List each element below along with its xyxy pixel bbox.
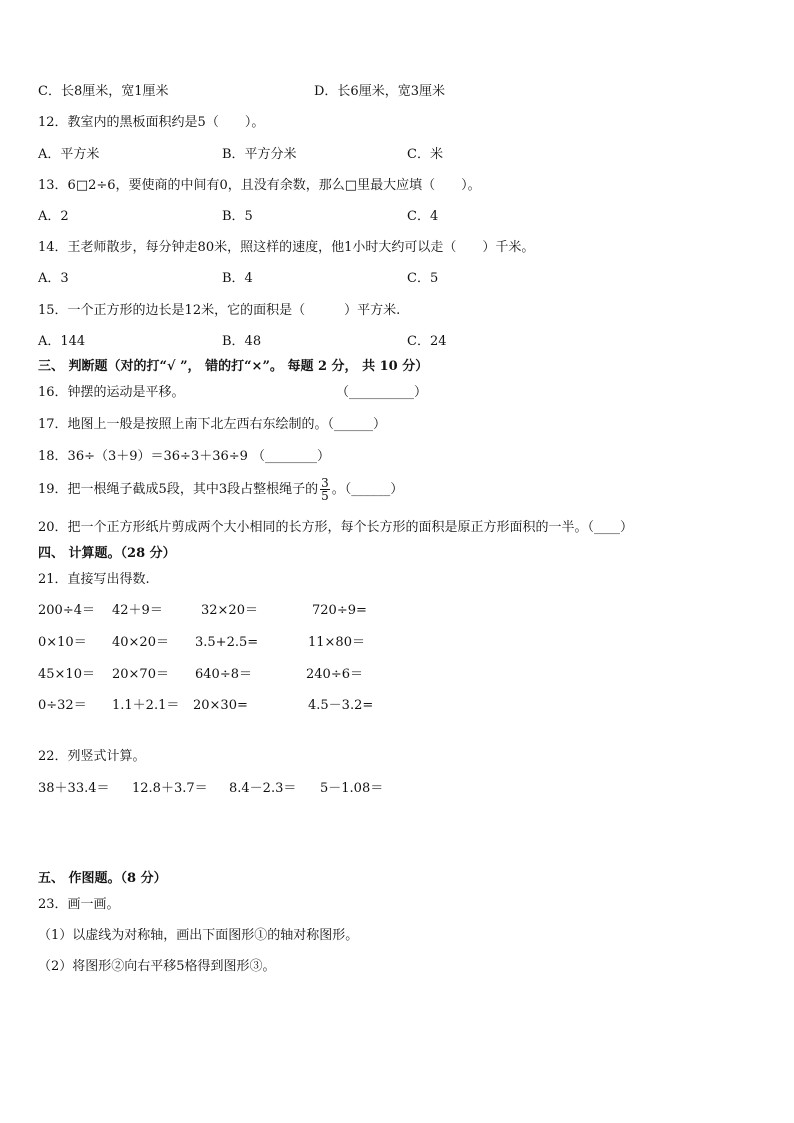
q16-answer-blank: （__________） bbox=[336, 385, 428, 400]
question-23: 23．画一画。 bbox=[38, 897, 120, 912]
calc-item: 3.5+2.5= bbox=[195, 635, 259, 650]
question-19 bbox=[38, 475, 403, 505]
calc-item: 20×70＝ bbox=[112, 667, 169, 682]
vertical-calc-item: 38＋33.4＝ bbox=[38, 781, 110, 796]
vertical-calc-item: 5－1.08＝ bbox=[320, 781, 384, 796]
calc-item: 240÷6＝ bbox=[306, 667, 363, 682]
question-23-part-1: （1）以虚线为对称轴，画出下面图形①的轴对称图形。 bbox=[38, 928, 359, 943]
calc-item: 200÷4＝ bbox=[38, 603, 95, 618]
question-15: 15．一个正方形的边长是12米，它的面积是（ ）平方米. bbox=[38, 303, 401, 318]
calc-item: 1.1＋2.1＝ bbox=[112, 698, 180, 713]
question-21: 21．直接写出得数. bbox=[38, 572, 150, 587]
q19-fraction-numerator: 3 bbox=[321, 476, 329, 490]
calc-item: 720÷9= bbox=[312, 603, 367, 618]
calc-item: 45×10＝ bbox=[38, 667, 95, 682]
q13-option-a: A．2 bbox=[38, 209, 69, 224]
section-4-title: 四、 计算题。（28 分） bbox=[38, 546, 176, 561]
q13-option-c: C．4 bbox=[407, 209, 439, 224]
section-5-title: 五、 作图题。（8 分） bbox=[38, 871, 167, 886]
q11-option-d: D．长6厘米，宽3厘米 bbox=[314, 84, 445, 99]
q19-stem-after: 。（______） bbox=[331, 482, 404, 497]
q12-option-b: B．平方分米 bbox=[222, 147, 297, 162]
calc-item: 4.5－3.2= bbox=[308, 698, 374, 713]
calc-item: 640÷8＝ bbox=[195, 667, 252, 682]
q15-option-c: C．24 bbox=[407, 334, 447, 349]
q12-option-c: C．米 bbox=[407, 147, 443, 162]
calc-item: 32×20＝ bbox=[201, 603, 258, 618]
calc-item: 20×30= bbox=[193, 698, 248, 713]
q19-fraction-denominator: 5 bbox=[321, 489, 329, 503]
q19-fraction bbox=[320, 477, 330, 502]
question-18: 18．36÷（3＋9）＝36÷3＋36÷9 （________） bbox=[38, 449, 331, 464]
calc-item: 40×20＝ bbox=[112, 635, 169, 650]
q15-option-a: A．144 bbox=[38, 334, 86, 349]
question-12: 12．教室内的黑板面积约是5（ ）。 bbox=[38, 115, 265, 130]
section-3-title: 三、 判断题（对的打“√ ”， 错的打“×”。 每题 2 分， 共 10 分） bbox=[38, 359, 429, 374]
q14-option-c: C．5 bbox=[407, 271, 439, 286]
question-23-part-2: （2）将图形②向右平移5格得到图形③。 bbox=[38, 959, 276, 974]
question-17: 17．地图上一般是按照上南下北左西右东绘制的。（______） bbox=[38, 417, 387, 432]
q14-option-a: A．3 bbox=[38, 271, 69, 286]
calc-item: 42＋9＝ bbox=[112, 603, 163, 618]
calc-item: 0×10＝ bbox=[38, 635, 87, 650]
calc-item: 0÷32＝ bbox=[38, 698, 87, 713]
q12-option-a: A．平方米 bbox=[38, 147, 100, 162]
vertical-calc-item: 8.4－2.3＝ bbox=[229, 781, 297, 796]
vertical-calc-item: 12.8＋3.7＝ bbox=[132, 781, 208, 796]
q15-option-b: B．48 bbox=[222, 334, 262, 349]
calc-item: 11×80＝ bbox=[308, 635, 365, 650]
question-16: 16．钟摆的运动是平移。 bbox=[38, 385, 185, 400]
q14-option-b: B．4 bbox=[222, 271, 253, 286]
question-22: 22．列竖式计算。 bbox=[38, 749, 146, 764]
question-20: 20．把一个正方形纸片剪成两个大小相同的长方形，每个长方形的面积是原正方形面积的一半。（____） bbox=[38, 520, 634, 535]
q13-option-b: B．5 bbox=[222, 209, 253, 224]
q11-option-c: C．长8厘米，宽1厘米 bbox=[38, 84, 169, 99]
question-13: 13．6□2÷6，要使商的中间有0，且没有余数，那么□里最大应填（ ）。 bbox=[38, 178, 481, 193]
q19-stem-before: 19．把一根绳子截成5段，其中3段占整根绳子的 bbox=[38, 482, 319, 497]
question-14: 14．王老师散步，每分钟走80米，照这样的速度，他1小时大约可以走（ ）千米。 bbox=[38, 240, 535, 255]
